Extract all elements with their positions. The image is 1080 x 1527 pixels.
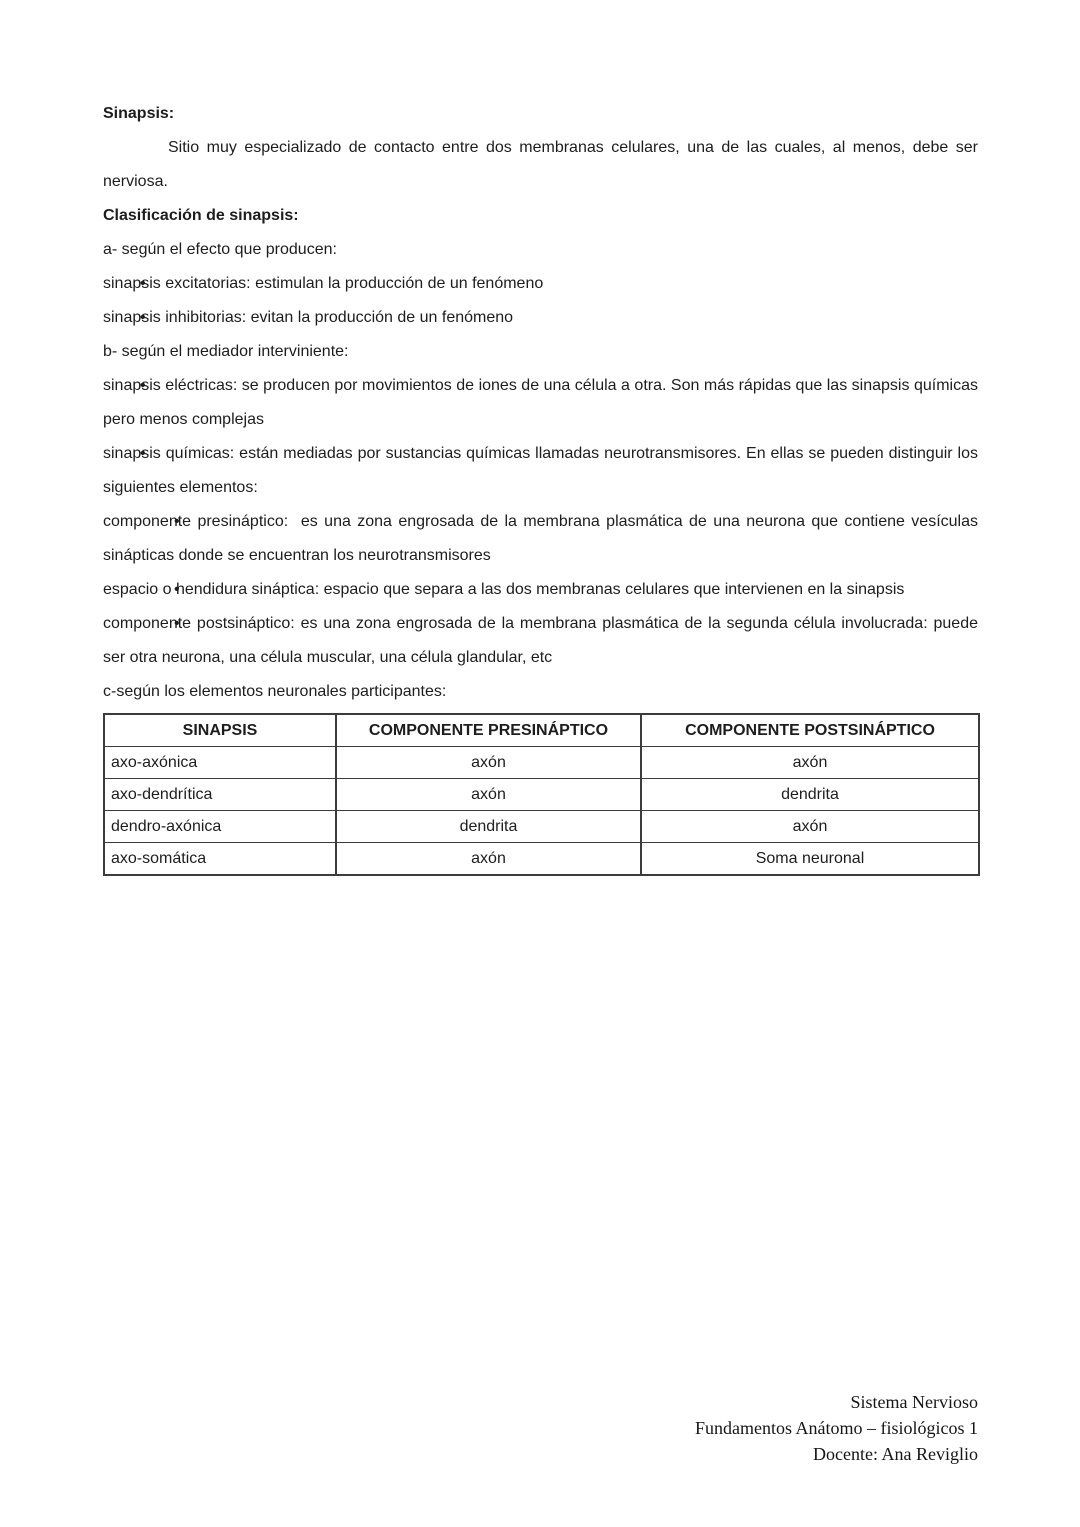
intro-paragraph: Sitio muy especializado de contacto entre dos membranas celulares, una de las cuales, al menos, debe ser nerviosa. <box>103 139 978 190</box>
table-cell: axo-dendrítica <box>104 779 336 811</box>
table-header-postsinaptico: COMPONENTE POSTSINÁPTICO <box>641 714 979 747</box>
document-body <box>103 97 978 876</box>
sub-bullet-item: • componente postsináptico: es una zona engrosada de la membrana plasmática de la segunda célula involucrada: puede ser otra neurona, una célula muscular, una célula glandular, etc <box>103 607 978 675</box>
table-header-sinapsis: SINAPSIS <box>104 714 336 747</box>
table-cell: axo-somática <box>104 843 336 876</box>
table-cell: axón <box>641 811 979 843</box>
section-a-label: a- según el efecto que producen: <box>103 241 337 258</box>
table-cell: axo-axónica <box>104 747 336 779</box>
table-cell: axón <box>336 779 641 811</box>
section-c-label: c-según los elementos neuronales participantes: <box>103 683 447 700</box>
synapse-classification-table <box>103 713 980 876</box>
table-cell: dendro-axónica <box>104 811 336 843</box>
bullet-item: • sinapsis inhibitorias: evitan la producción de un fenómeno <box>103 301 978 335</box>
table-cell: axón <box>641 747 979 779</box>
bullet-item: • sinapsis excitatorias: estimulan la producción de un fenómeno <box>103 267 978 301</box>
table-row <box>104 811 979 843</box>
table-header-row <box>104 714 979 747</box>
table-cell: Soma neuronal <box>641 843 979 876</box>
table-header-presinaptico: COMPONENTE PRESINÁPTICO <box>336 714 641 747</box>
table-row <box>104 843 979 876</box>
bullet-item: • sinapsis eléctricas: se producen por movimientos de iones de una célula a otra. Son más rápidas que las sinapsis químicas pero menos complejas <box>103 369 978 437</box>
footer-line-subject: Fundamentos Anátomo – fisiológicos 1 <box>695 1418 978 1438</box>
table-cell: axón <box>336 843 641 876</box>
classification-heading: Clasificación de sinapsis: <box>103 207 299 224</box>
sub-bullet-item: • componente presináptico: es una zona engrosada de la membrana plasmática de una neurona que contiene vesículas sinápticas donde se encuentran los neurotransmisores <box>103 505 978 573</box>
sub-bullet-item: • espacio o hendidura sináptica: espacio que separa a las dos membranas celulares que intervienen en la sinapsis <box>103 573 978 607</box>
bullet-item: • sinapsis químicas: están mediadas por sustancias químicas llamadas neurotransmisores. En ellas se pueden distinguir los siguientes elementos: <box>103 437 978 505</box>
table-row <box>104 779 979 811</box>
footer-line-teacher: Docente: Ana Reviglio <box>813 1444 978 1464</box>
table-cell: axón <box>336 747 641 779</box>
footer-line-course: Sistema Nervioso <box>850 1392 978 1412</box>
page-title: Sinapsis: <box>103 105 175 122</box>
table-cell: dendrita <box>641 779 979 811</box>
page-footer <box>695 1389 978 1467</box>
section-b-label: b- según el mediador interviniente: <box>103 343 349 360</box>
table-cell: dendrita <box>336 811 641 843</box>
table-row <box>104 747 979 779</box>
